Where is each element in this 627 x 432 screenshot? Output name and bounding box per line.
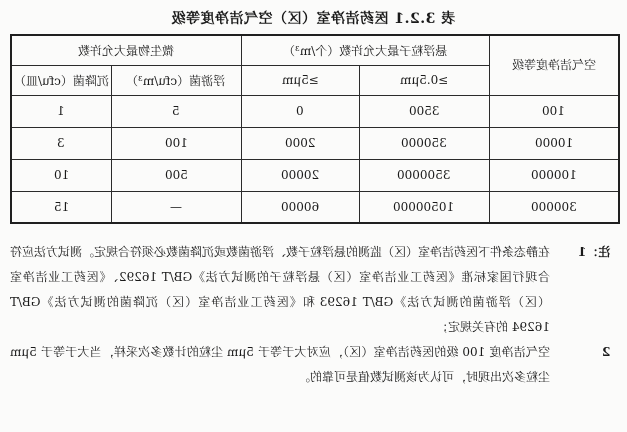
microbe-group-header: 微生物最大允许数 (11, 35, 241, 65)
float-cell: 100 (111, 127, 241, 159)
table-notes (10, 240, 610, 390)
p5-cell: 20000 (241, 159, 359, 191)
table-row (11, 191, 619, 223)
p5-cell: 0 (241, 95, 359, 127)
float-cell: 500 (111, 159, 241, 191)
grade-cell: 100000 (489, 159, 619, 191)
grade-cell: 300000 (489, 191, 619, 223)
grade-cell: 100 (489, 95, 619, 127)
grade-header: 空气洁净度等级 (489, 35, 619, 95)
p5-cell: 60000 (241, 191, 359, 223)
settle-col-header: 沉降菌（cfu/皿） (11, 65, 111, 95)
note-item (10, 240, 610, 340)
particle-group-header: 悬浮粒子最大允许数（个/m³） (241, 35, 489, 65)
note-item (10, 340, 610, 390)
table-row (11, 159, 619, 191)
table-caption (0, 8, 627, 28)
table-caption-text: 表 3.2.1 医药洁净室（区）空气洁净度等级 (171, 11, 456, 27)
p5-col-header: ≥5μm (241, 65, 359, 95)
cleanliness-table (10, 34, 620, 224)
p05-cell: 10500000 (359, 191, 489, 223)
table-row (11, 127, 619, 159)
float-cell: 5 (111, 95, 241, 127)
note-number: 注：1 (577, 245, 610, 259)
p5-cell: 2000 (241, 127, 359, 159)
cleanliness-table-container (10, 34, 618, 224)
grade-cell: 10000 (489, 127, 619, 159)
note-text: 空气洁净度 100 级的医药洁净室（区），应对大于等于 5μm 尘粒的计数多次采样，当大于等于 5μm 尘粒多次出现时，可认为该测试数值是可靠的。 (10, 345, 550, 384)
p05-cell: 3500000 (359, 159, 489, 191)
settle-cell: 3 (11, 127, 111, 159)
table-row (11, 95, 619, 127)
p05-cell: 3500 (359, 95, 489, 127)
settle-cell: 10 (11, 159, 111, 191)
header-row-1 (11, 35, 619, 65)
p05-cell: 350000 (359, 127, 489, 159)
float-col-header: 浮游菌（cfu/m³） (111, 65, 241, 95)
settle-cell: 1 (11, 95, 111, 127)
settle-cell: 15 (11, 191, 111, 223)
note-text: 在静态条件下医药洁净室（区）监测的悬浮粒子数、浮游菌数或沉降菌数必须符合规定。测试方法应符合现行国家标准《医药工业洁净室（区）悬浮粒子的测试方法》GB/T 16292、《医药工业洁净室（区）浮游菌的测试方法》GB/T 16293 和《医药工业洁净室（区）沉降菌的测试方法》GB/T 16294 的有关规定； (9, 245, 550, 334)
note-number: 2 (601, 345, 610, 359)
p05-col-header: ≥0.5μm (359, 65, 489, 95)
float-cell: — (111, 191, 241, 223)
